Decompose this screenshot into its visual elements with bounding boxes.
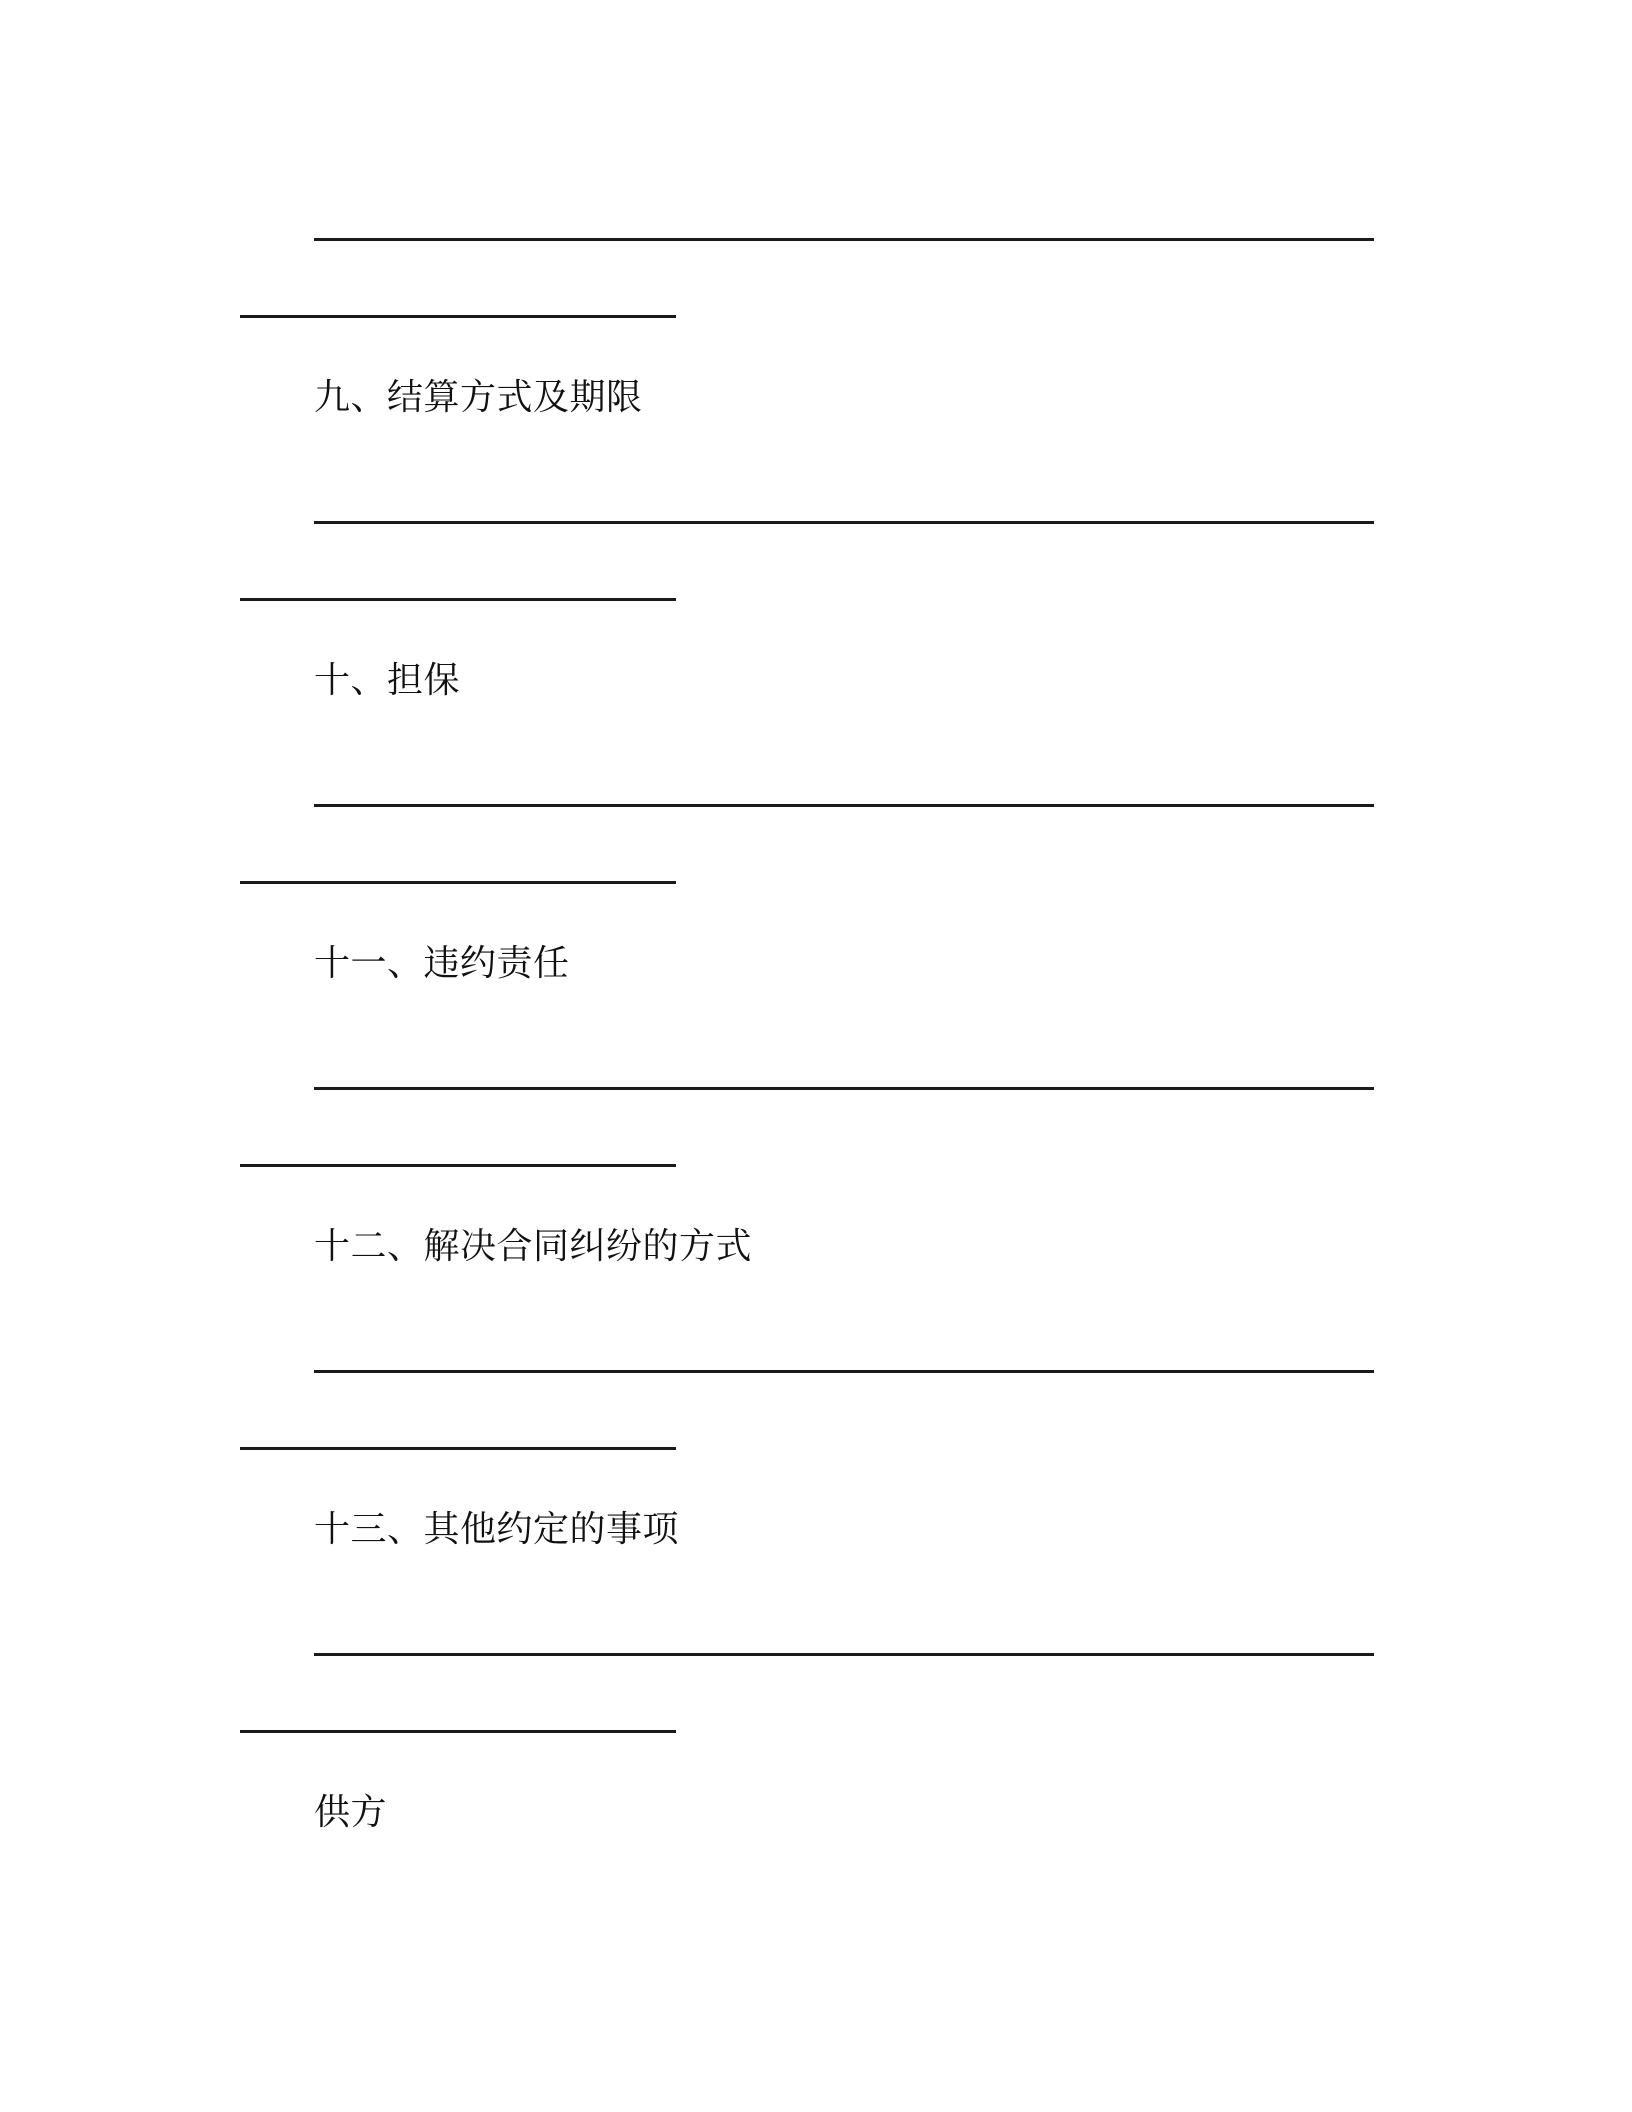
section-heading-guarantee: 十、担保 <box>314 660 461 701</box>
supplier-label: 供方 <box>314 1792 388 1833</box>
blank-line <box>240 1447 676 1450</box>
section-heading-liability: 十一、违约责任 <box>314 943 570 984</box>
blank-line <box>240 881 676 884</box>
blank-line <box>240 598 676 601</box>
section-heading-other: 十三、其他约定的事项 <box>314 1509 680 1550</box>
blank-line <box>314 238 1374 241</box>
blank-line <box>314 1087 1374 1090</box>
blank-line <box>240 315 676 318</box>
blank-line <box>240 1164 676 1167</box>
blank-line <box>314 1653 1374 1656</box>
blank-line <box>240 1730 676 1733</box>
blank-line <box>314 521 1374 524</box>
section-heading-dispute: 十二、解决合同纠纷的方式 <box>314 1226 753 1267</box>
section-heading-settlement: 九、结算方式及期限 <box>314 377 643 418</box>
blank-line <box>314 804 1374 807</box>
blank-line <box>314 1370 1374 1373</box>
